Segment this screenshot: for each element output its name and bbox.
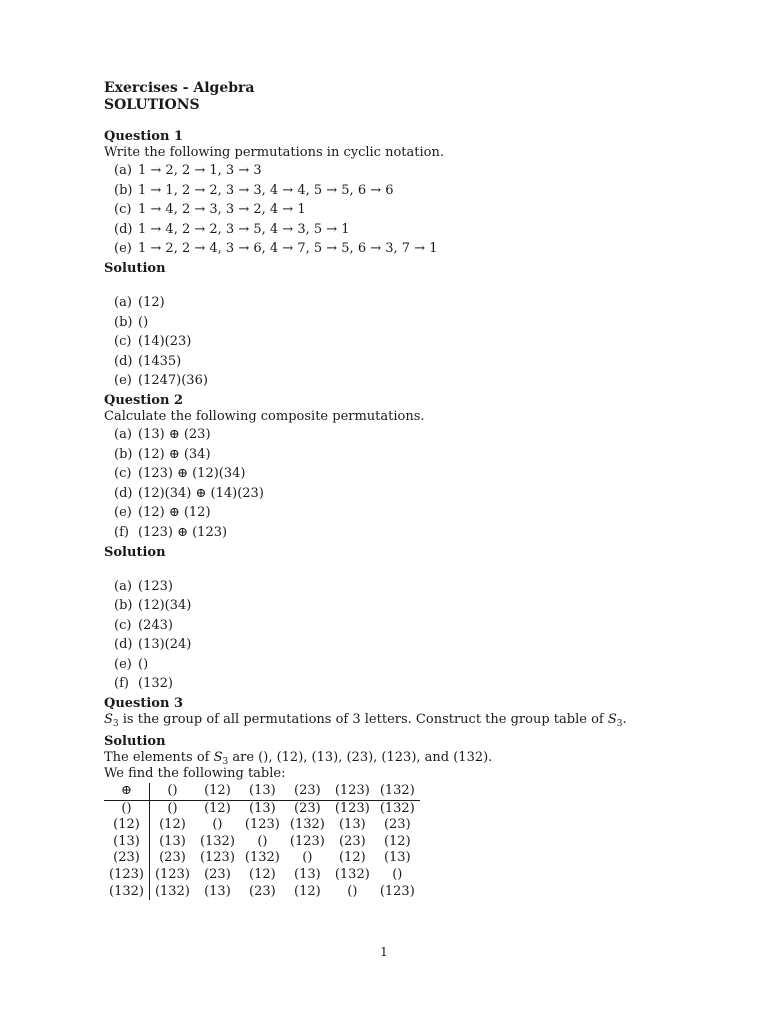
table-cell: (132) bbox=[154, 883, 190, 899]
table-cell: () bbox=[212, 817, 223, 833]
list-item-text: (132) bbox=[138, 676, 173, 692]
table-cell: (13) bbox=[294, 867, 321, 883]
table-column-header: (132) bbox=[375, 783, 420, 800]
list-item-label: (e) bbox=[114, 656, 132, 672]
list-item bbox=[104, 371, 664, 391]
table-cell: (132) bbox=[244, 850, 280, 866]
list-item-label: (d) bbox=[114, 637, 133, 653]
list-item-text: () bbox=[138, 314, 149, 330]
list-item bbox=[104, 200, 664, 220]
list-item bbox=[104, 616, 664, 636]
question-2-heading: Question 2 bbox=[104, 392, 184, 408]
list-item bbox=[104, 523, 664, 543]
question-1-heading: Question 1 bbox=[104, 129, 184, 144]
list-item-label: (b) bbox=[114, 446, 133, 462]
question-2-list bbox=[104, 425, 664, 543]
table-cell: (13) bbox=[249, 800, 276, 816]
list-item-label: (d) bbox=[114, 485, 133, 501]
table-row bbox=[104, 834, 420, 851]
table-cell: (12) bbox=[159, 817, 186, 833]
table-cell: () bbox=[347, 883, 358, 899]
page-number: 1 bbox=[380, 945, 388, 959]
table-cell: (12) bbox=[204, 800, 231, 816]
list-item-label: (b) bbox=[114, 182, 133, 198]
list-item-text: (1435) bbox=[138, 353, 182, 369]
list-item-label: (a) bbox=[114, 578, 132, 594]
list-item-label: (c) bbox=[114, 202, 132, 218]
list-item bbox=[104, 464, 664, 484]
list-item bbox=[104, 220, 664, 240]
list-item-label: (a) bbox=[114, 426, 132, 442]
table-cell: (132) bbox=[199, 833, 235, 849]
list-item bbox=[104, 161, 664, 181]
table-row bbox=[104, 817, 420, 834]
list-item-text: (243) bbox=[138, 617, 173, 633]
table-row-header: (132) bbox=[104, 884, 149, 901]
list-item bbox=[104, 484, 664, 504]
table-row-header: (12) bbox=[104, 817, 149, 834]
document-subtitle: SOLUTIONS bbox=[104, 97, 200, 113]
document-title: Exercises - Algebra bbox=[104, 80, 255, 96]
list-item-label: (e) bbox=[114, 241, 132, 257]
question-3-heading: Question 3 bbox=[104, 696, 184, 712]
table-cell: (13) bbox=[159, 833, 186, 849]
list-item-label: (a) bbox=[114, 294, 132, 310]
table-cell: () bbox=[167, 800, 178, 816]
question-3-prompt: $S_3$ is the group of all permutations of 3 letters. Construct the group table of $S_3$. bbox=[104, 712, 627, 730]
table-row bbox=[104, 850, 420, 867]
list-item bbox=[104, 503, 664, 523]
list-item bbox=[104, 445, 664, 465]
table-row-header: () bbox=[104, 800, 149, 817]
list-item-text: (12)(34) ⊕ (14)(23) bbox=[138, 485, 264, 501]
list-item bbox=[104, 181, 664, 201]
list-item-text: 1 → 4, 2 → 3, 3 → 2, 4 → 1 bbox=[138, 202, 306, 218]
table-row-header: (13) bbox=[104, 834, 149, 851]
solution-1-heading: Solution bbox=[104, 260, 166, 276]
table-cell: () bbox=[302, 850, 313, 866]
solution-3-elements: The elements of $S_3$ are (), (12), (13), (23), (123), and (132). bbox=[104, 750, 493, 768]
solution-3-table-intro: We find the following table: bbox=[104, 766, 286, 782]
list-item bbox=[104, 313, 664, 333]
question-1-prompt: Write the following permutations in cyclic notation. bbox=[104, 145, 444, 160]
list-item bbox=[104, 655, 664, 675]
question-1-list bbox=[104, 161, 664, 259]
table-cell: (123) bbox=[154, 867, 190, 883]
list-item-label: (e) bbox=[114, 505, 132, 521]
table-row-header: (123) bbox=[104, 867, 149, 884]
table-cell: (132) bbox=[379, 800, 415, 816]
list-item-label: (f) bbox=[114, 524, 129, 540]
list-item-text: (12) bbox=[138, 294, 165, 310]
list-item-text: () bbox=[138, 656, 149, 672]
table-corner: ⊕ bbox=[104, 783, 149, 800]
table-cell: (123) bbox=[289, 833, 325, 849]
table-cell: (132) bbox=[334, 867, 370, 883]
table-column-header: (13) bbox=[240, 783, 285, 800]
table-row bbox=[104, 884, 420, 901]
list-item-label: (f) bbox=[114, 676, 129, 692]
table-cell: (12) bbox=[249, 867, 276, 883]
list-item bbox=[104, 332, 664, 352]
list-item bbox=[104, 352, 664, 372]
table-row bbox=[104, 800, 420, 817]
table-row-header: (23) bbox=[104, 850, 149, 867]
list-item-label: (c) bbox=[114, 334, 132, 350]
list-item-text: (13) ⊕ (23) bbox=[138, 426, 211, 442]
table-cell: (13) bbox=[338, 817, 366, 833]
table-cell: () bbox=[257, 833, 268, 849]
list-item-text: (12) ⊕ (34) bbox=[138, 446, 211, 462]
list-item bbox=[104, 239, 664, 259]
list-item-label: (b) bbox=[114, 598, 133, 614]
list-item-label: (e) bbox=[114, 373, 132, 389]
list-item-text: 1 → 2, 2 → 1, 3 → 3 bbox=[138, 163, 262, 178]
list-item-label: (b) bbox=[114, 314, 133, 330]
table-row bbox=[104, 867, 420, 884]
table-cell: (12) bbox=[294, 883, 321, 899]
solution-1-list bbox=[104, 293, 664, 391]
table-column-header: (12) bbox=[195, 783, 240, 800]
question-2-prompt: Calculate the following composite permutations. bbox=[104, 408, 425, 424]
list-item-text: (123) bbox=[138, 578, 173, 594]
list-item-text: 1 → 4, 2 → 2, 3 → 5, 4 → 3, 5 → 1 bbox=[138, 221, 350, 237]
list-item-label: (d) bbox=[114, 221, 133, 237]
list-item-label: (a) bbox=[114, 163, 132, 178]
group-table bbox=[104, 783, 420, 900]
table-column-header: () bbox=[149, 783, 194, 800]
table-cell: (12) bbox=[338, 850, 366, 866]
table-header-row bbox=[104, 783, 420, 800]
list-item-text: (123) ⊕ (123) bbox=[138, 524, 228, 540]
list-item-text: (1247)(36) bbox=[138, 373, 208, 389]
table-column-header: (23) bbox=[285, 783, 330, 800]
table-cell: (123) bbox=[379, 883, 415, 899]
table-cell: (23) bbox=[204, 867, 231, 883]
table-cell: (13) bbox=[383, 850, 411, 866]
list-item-text: (12) ⊕ (12) bbox=[138, 505, 211, 521]
solution-2-heading: Solution bbox=[104, 544, 166, 560]
list-item-text: 1 → 2, 2 → 4, 3 → 6, 4 → 7, 5 → 5, 6 → 3, 7 → 1 bbox=[138, 241, 438, 257]
list-item-text: (123) ⊕ (12)(34) bbox=[138, 466, 246, 482]
list-item bbox=[104, 293, 664, 313]
table-cell: (13) bbox=[204, 883, 231, 899]
list-item bbox=[104, 425, 664, 445]
table-column-header: (123) bbox=[330, 783, 375, 800]
list-item-label: (c) bbox=[114, 617, 132, 633]
table-cell: (23) bbox=[294, 800, 321, 816]
list-item-label: (d) bbox=[114, 353, 133, 369]
list-item-text: (14)(23) bbox=[138, 334, 192, 350]
table-cell: (23) bbox=[338, 833, 366, 849]
document-page bbox=[104, 80, 664, 900]
list-item-label: (c) bbox=[114, 466, 132, 482]
table-cell: (123) bbox=[199, 850, 235, 866]
list-item bbox=[104, 635, 664, 655]
list-item-text: (12)(34) bbox=[138, 598, 192, 614]
table-cell: (123) bbox=[244, 817, 280, 833]
table-cell: (23) bbox=[249, 883, 276, 899]
list-item-text: 1 → 1, 2 → 2, 3 → 3, 4 → 4, 5 → 5, 6 → 6 bbox=[138, 182, 394, 198]
table-cell: (12) bbox=[383, 833, 411, 849]
table-cell: (123) bbox=[334, 800, 370, 816]
table-cell: (23) bbox=[383, 817, 411, 833]
table-cell: (132) bbox=[289, 817, 325, 833]
list-item bbox=[104, 596, 664, 616]
table-cell: (23) bbox=[159, 850, 186, 866]
list-item bbox=[104, 577, 664, 597]
list-item-text: (13)(24) bbox=[138, 637, 192, 653]
list-item bbox=[104, 674, 664, 694]
solution-3-heading: Solution bbox=[104, 734, 166, 750]
solution-2-list bbox=[104, 577, 664, 695]
table-cell: () bbox=[392, 867, 403, 883]
